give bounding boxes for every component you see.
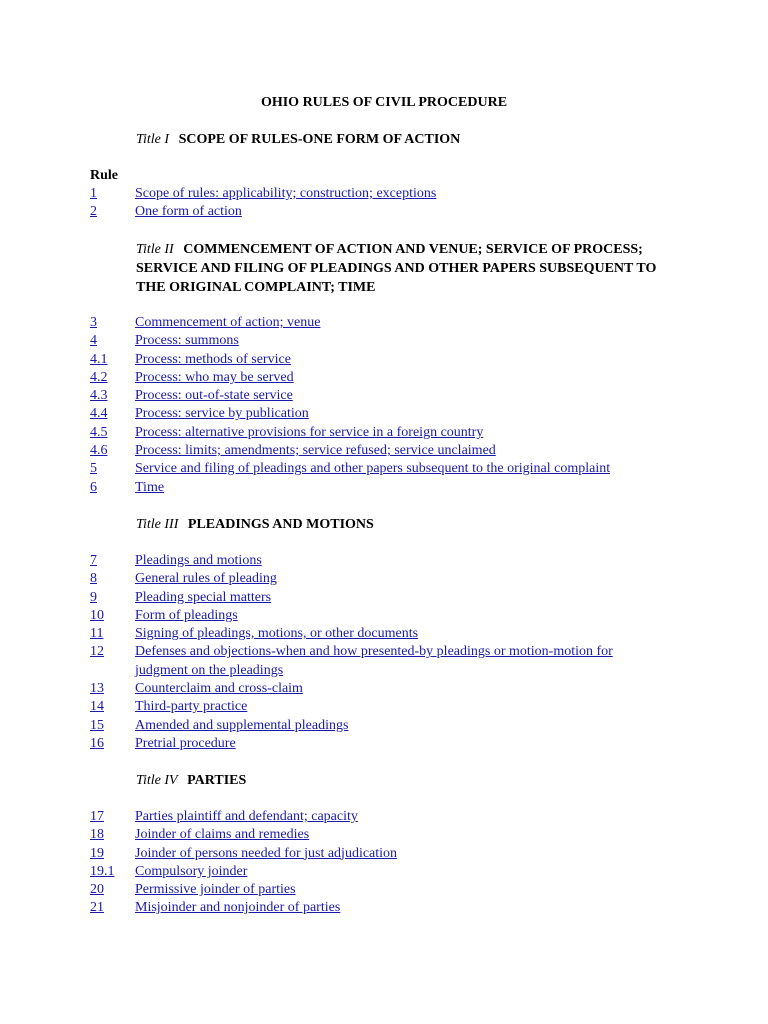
rule-title-link[interactable]: One form of action	[135, 204, 242, 220]
rule-title-link[interactable]: Process: limits; amendments; service refused; service unclaimed	[135, 443, 496, 459]
rule-title-link[interactable]: Joinder of claims and remedies	[135, 827, 310, 843]
title-ii-text: COMMENCEMENT OF ACTION AND VENUE; SERVICE OF PROCESS; SERVICE AND FILING OF PLEADINGS AND OTHER PAPERS SUBSEQUENT TO THE ORIGINAL COMPLAINT; TIME	[136, 242, 657, 295]
rule-row[interactable]	[90, 351, 670, 369]
rule-number-link[interactable]: 4	[90, 333, 97, 349]
rule-title-link[interactable]: Process: methods of service	[135, 351, 291, 367]
rule-title-link[interactable]: Defenses and objections-when and how presented-by pleadings or motion-motion for judgment on the pleadings	[135, 644, 613, 678]
title-iii-heading	[136, 515, 666, 534]
rules-group-title-ii	[90, 314, 670, 497]
title-i-prefix: Title I	[136, 132, 170, 147]
rule-title-link[interactable]: Signing of pleadings, motions, or other documents	[135, 626, 419, 642]
rule-title-link[interactable]: Pleadings and motions	[135, 553, 262, 568]
rule-title-link[interactable]: Process: summons	[135, 333, 239, 349]
rule-title-link[interactable]: Third-party practice	[135, 699, 248, 715]
rule-number-link[interactable]: 9	[90, 589, 97, 605]
rule-title-link[interactable]: Misjoinder and nonjoinder of parties	[135, 900, 341, 916]
rule-row[interactable]	[90, 826, 670, 844]
rule-number-link[interactable]: 12	[90, 644, 104, 660]
rule-title-link[interactable]: Form of pleadings	[135, 607, 238, 623]
rule-row[interactable]	[90, 680, 670, 698]
rule-title-link[interactable]: Process: who may be served	[135, 369, 294, 385]
rule-number-link[interactable]: 4.5	[90, 424, 108, 440]
rule-number-link[interactable]: 15	[90, 717, 104, 733]
rule-title-link[interactable]: Scope of rules: applicability; construction; exceptions	[135, 186, 437, 201]
rule-number-link[interactable]: 3	[90, 315, 97, 330]
rule-row[interactable]	[90, 845, 670, 863]
rule-row[interactable]	[90, 552, 670, 570]
rule-number-link[interactable]: 10	[90, 607, 104, 623]
rule-row[interactable]	[90, 899, 670, 917]
rule-number-link[interactable]: 4.6	[90, 443, 108, 459]
rule-title-link[interactable]: Commencement of action; venue	[135, 315, 321, 330]
rule-number-link[interactable]: 6	[90, 479, 97, 495]
rule-title-link[interactable]: General rules of pleading	[135, 571, 277, 587]
rule-title-link[interactable]: Pleading special matters	[135, 589, 272, 605]
rule-title-link[interactable]: Joinder of persons needed for just adjudication	[135, 845, 398, 861]
title-iv-heading	[136, 771, 666, 790]
rule-number-link[interactable]: 17	[90, 809, 104, 824]
rule-number-link[interactable]: 19	[90, 845, 104, 861]
rule-row[interactable]	[90, 203, 670, 221]
rule-number-link[interactable]: 20	[90, 882, 104, 898]
rule-row[interactable]	[90, 643, 670, 680]
rule-number-link[interactable]: 2	[90, 204, 97, 220]
rules-group-title-i	[90, 185, 670, 222]
rule-row[interactable]	[90, 717, 670, 735]
rule-title-link[interactable]: Permissive joinder of parties	[135, 882, 296, 898]
rule-number-link[interactable]: 13	[90, 681, 104, 697]
rule-row[interactable]	[90, 460, 670, 478]
rule-title-link[interactable]: Pretrial procedure	[135, 735, 236, 751]
rule-row[interactable]	[90, 424, 670, 442]
rule-number-link[interactable]: 4.4	[90, 406, 108, 422]
rule-number-link[interactable]: 18	[90, 827, 104, 843]
rule-title-link[interactable]: Process: service by publication	[135, 406, 309, 422]
rule-title-link[interactable]: Counterclaim and cross-claim	[135, 681, 303, 697]
title-ii-heading	[136, 240, 666, 297]
rule-row[interactable]	[90, 808, 670, 826]
rule-title-link[interactable]: Compulsory joinder	[135, 863, 248, 879]
title-iii-text: PLEADINGS AND MOTIONS	[187, 517, 374, 532]
rule-number-link[interactable]: 14	[90, 699, 104, 715]
rules-group-title-iii	[90, 552, 670, 753]
rule-row[interactable]	[90, 479, 670, 497]
rule-row[interactable]	[90, 405, 670, 423]
title-ii-prefix: Title II	[136, 242, 174, 257]
rule-row[interactable]	[90, 369, 670, 387]
rule-row[interactable]	[90, 698, 670, 716]
rule-row[interactable]	[90, 570, 670, 588]
title-i-text: SCOPE OF RULES-ONE FORM OF ACTION	[178, 132, 461, 147]
rule-column-label: Rule	[90, 168, 118, 183]
rule-row[interactable]	[90, 314, 670, 332]
rule-row[interactable]	[90, 332, 670, 350]
rule-number-link[interactable]: 21	[90, 900, 104, 916]
title-iv-text: PARTIES	[187, 773, 247, 788]
title-i-heading	[136, 130, 666, 149]
rule-title-link[interactable]: Service and filing of pleadings and other papers subsequent to the original complaint	[135, 461, 611, 477]
rule-number-link[interactable]: 7	[90, 553, 97, 568]
rule-number-link[interactable]: 1	[90, 186, 97, 201]
rule-number-link[interactable]: 4.2	[90, 369, 108, 385]
rule-row[interactable]	[90, 185, 670, 203]
page-title: OHIO RULES OF CIVIL PROCEDURE	[260, 95, 508, 110]
rule-number-link[interactable]: 4.1	[90, 351, 108, 367]
rule-title-link[interactable]: Parties plaintiff and defendant; capacity	[135, 809, 358, 824]
rule-number-link[interactable]: 16	[90, 735, 104, 751]
rule-row[interactable]	[90, 387, 670, 405]
rule-number-link[interactable]: 11	[90, 626, 104, 642]
rules-group-title-iv	[90, 808, 670, 918]
title-iv-prefix: Title IV	[136, 773, 178, 788]
rule-number-link[interactable]: 5	[90, 461, 97, 477]
rule-title-link[interactable]: Process: alternative provisions for service in a foreign country	[135, 424, 484, 440]
rule-row[interactable]	[90, 607, 670, 625]
rule-row[interactable]	[90, 625, 670, 643]
rule-row[interactable]	[90, 881, 670, 899]
rule-title-link[interactable]: Process: out-of-state service	[135, 388, 293, 404]
rule-number-link[interactable]: 4.3	[90, 388, 108, 404]
rule-title-link[interactable]: Time	[135, 479, 165, 495]
rule-row[interactable]	[90, 735, 670, 753]
rule-row[interactable]	[90, 589, 670, 607]
rule-number-link[interactable]: 8	[90, 571, 97, 587]
rule-number-link[interactable]: 19.1	[90, 863, 115, 879]
rule-title-link[interactable]: Amended and supplemental pleadings	[135, 717, 349, 733]
rule-row[interactable]	[90, 442, 670, 460]
rule-row[interactable]	[90, 863, 670, 881]
title-iii-prefix: Title III	[136, 517, 179, 532]
